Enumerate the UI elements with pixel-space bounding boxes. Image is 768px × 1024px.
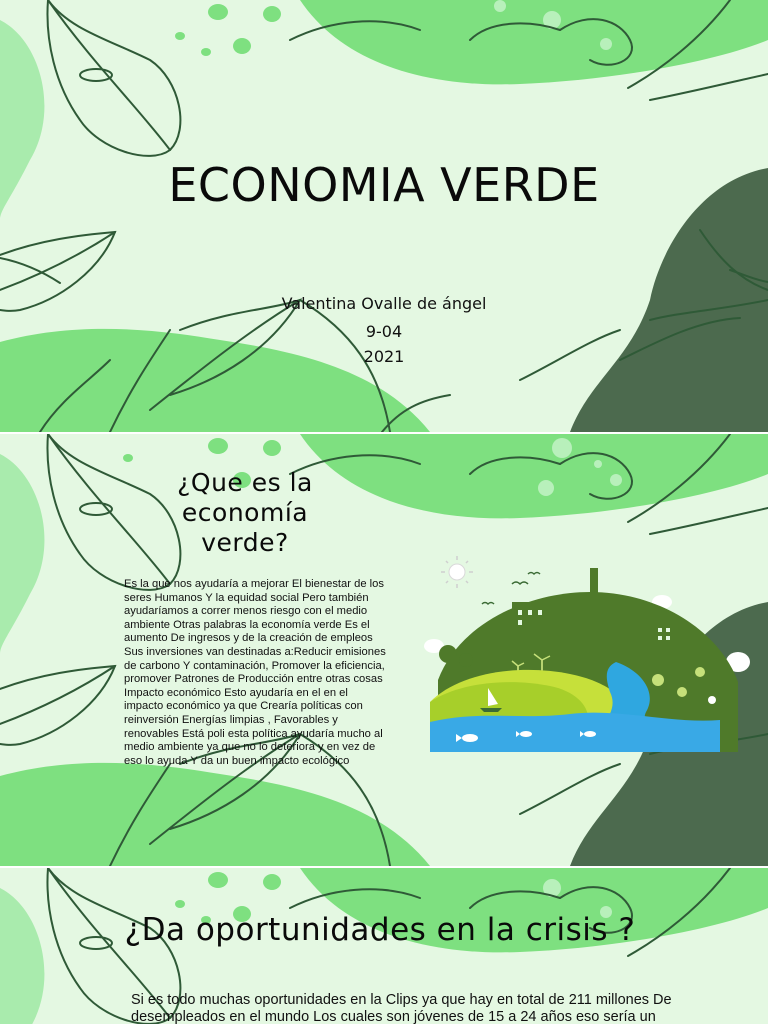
- green-city-illustration: [420, 552, 750, 752]
- group-label: 9-04: [365, 322, 403, 341]
- slide-title: ECONOMIA VERDE: [168, 158, 600, 212]
- slide-title: ¿Da oportunidades en la crisis ?: [124, 912, 636, 948]
- slide-2: [0, 434, 768, 866]
- author-name: Valentina Ovalle de ángel: [281, 294, 487, 313]
- year-label: 2021: [363, 347, 405, 366]
- slide-body-text: Es la que nos ayudaría a mejorar El bienestar de los seres Humanos Y la equidad social Pero también ayudaríamos a correr menos riesgo con el medio ambiente Otras palabras la economía verde Es el aumento De ingresos y de la creación de empleos Sus inversiones van destinadas a:Reducir emisiones de carbono Y contaminación, Promover la eficiencia, promover Patrones de Producción entre otras cosas Impacto económico Esto ayudaría en el en el impacto económico ya que Crearía políticas con reinversión Energías limpias , Favorables y renovables Está poli esta política ayudaría mucho al medio ambiente ya que no lo deteriora y en vez de eso lo ayuda Y da un buen impacto ecológico: [124, 578, 386, 767]
- slide-1: [0, 0, 768, 432]
- decorative-background: [0, 0, 768, 432]
- slide-title: ¿Que es la economía verde?: [177, 468, 313, 557]
- slide-body-text: Si es todo muchas oportunidades en la Clips ya que hay en total de 211 millones De desempleados en el mundo Los cuales son jóvenes de 15 a 24 años eso sería un: [131, 992, 672, 1024]
- sun-icon: [441, 556, 473, 588]
- slide-3: [0, 868, 768, 1024]
